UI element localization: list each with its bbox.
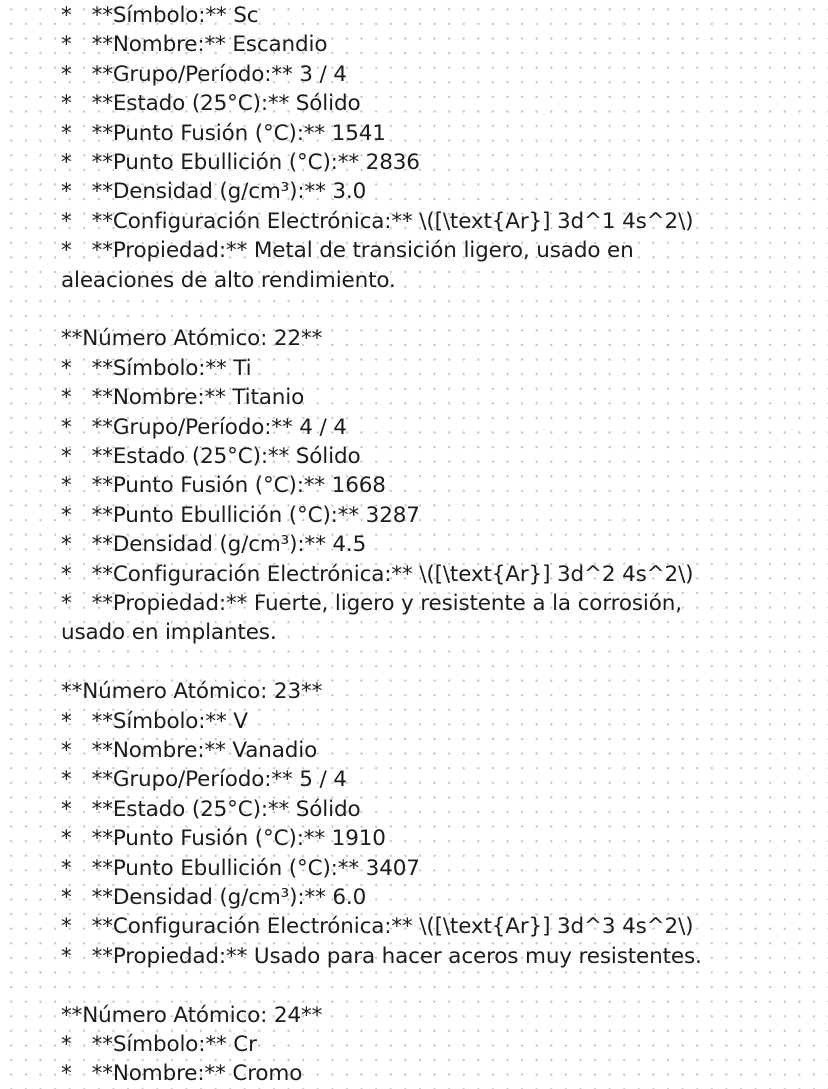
note-line: * **Nombre:** Titanio	[61, 385, 305, 411]
note-line: * **Nombre:** Vanadio	[61, 738, 318, 763]
note-line: * **Densidad (g/cm³):** 3.0	[61, 179, 367, 205]
note-line: * **Punto Ebullición (°C):** 3407	[61, 855, 420, 881]
note-line: * **Punto Fusión (°C):** 1910	[61, 826, 386, 852]
note-line: * **Símbolo:** Cr	[61, 1032, 257, 1057]
note-line: * **Estado (25°C):** Sólido	[61, 796, 361, 822]
note-line: * **Grupo/Período:** 3 / 4	[61, 61, 347, 87]
note-line: * **Nombre:** Cromo	[61, 1061, 303, 1087]
note-line: * **Propiedad:** Metal de transición ligero, usado en	[61, 238, 634, 264]
note-line: * **Densidad (g/cm³):** 4.5	[61, 532, 367, 558]
note-line: * **Símbolo:** Ti	[61, 355, 252, 381]
note-line: aleaciones de alto rendimiento.	[61, 267, 396, 293]
note-line: * **Símbolo:** V	[61, 708, 248, 734]
note-line: * **Grupo/Período:** 4 / 4	[61, 414, 347, 440]
note-line: * **Configuración Electrónica:** \([\text{Ar}] 3d^3 4s^2\)	[61, 914, 694, 940]
note-line: **Número Atómico: 24**	[61, 1002, 323, 1028]
note-line: * **Propiedad:** Usado para hacer aceros muy resistentes.	[61, 943, 702, 969]
note-line: usado en implantes.	[61, 620, 277, 646]
note-line: **Número Atómico: 23**	[61, 679, 323, 705]
note-line: * **Grupo/Período:** 5 / 4	[61, 767, 347, 793]
note-line: * **Punto Fusión (°C):** 1668	[61, 473, 386, 499]
note-line: * **Configuración Electrónica:** \([\text{Ar}] 3d^1 4s^2\)	[61, 208, 694, 234]
note-line: * **Símbolo:** Sc	[61, 3, 259, 28]
note-line: * **Estado (25°C):** Sólido	[61, 91, 361, 117]
note-line: * **Punto Ebullición (°C):** 2836	[61, 150, 420, 175]
note-line: * **Configuración Electrónica:** \([\text{Ar}] 3d^2 4s^2\)	[61, 561, 694, 587]
note-line: * **Punto Fusión (°C):** 1541	[61, 120, 386, 146]
note-line: * **Estado (25°C):** Sólido	[61, 444, 361, 469]
note-line: * **Propiedad:** Fuerte, ligero y resistente a la corrosión,	[61, 591, 682, 616]
note-line: * **Punto Ebullición (°C):** 3287	[61, 502, 420, 528]
note-line: **Número Atómico: 22**	[61, 326, 323, 352]
note-line: * **Densidad (g/cm³):** 6.0	[61, 885, 367, 910]
note-line: * **Nombre:** Escandio	[61, 32, 328, 58]
